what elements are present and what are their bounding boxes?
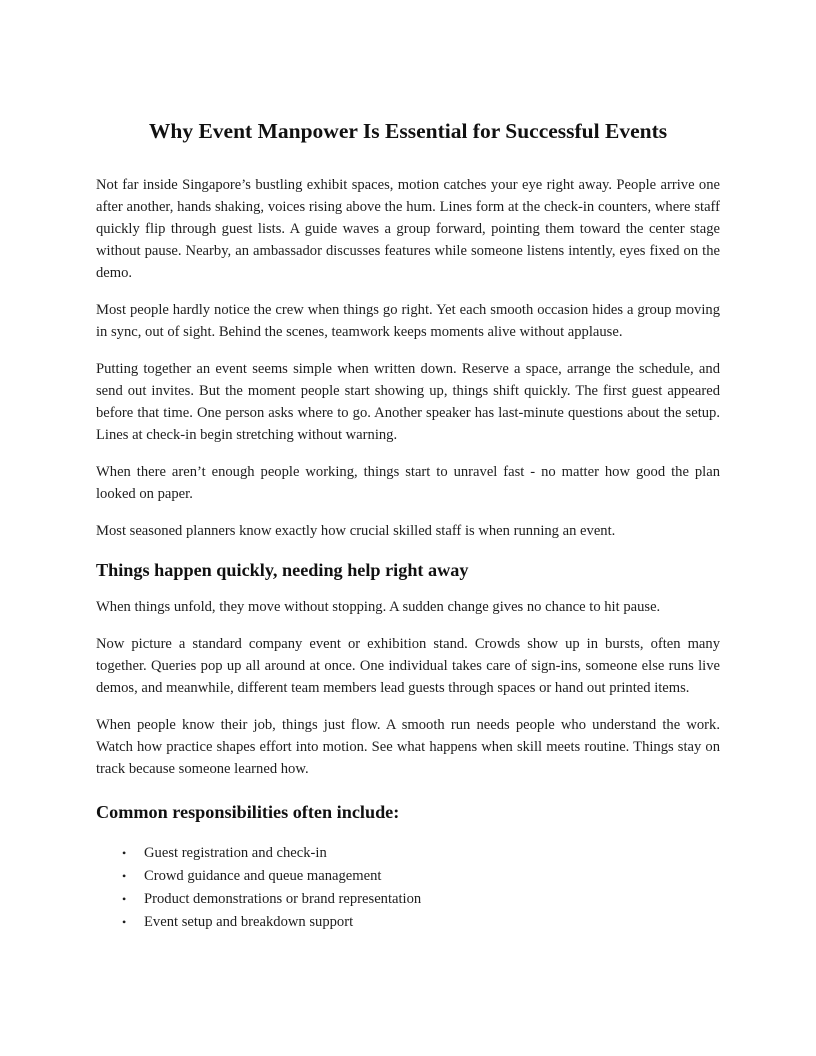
intro-paragraph-1: Not far inside Singapore’s bustling exhibit spaces, motion catches your eye right away. People arrive one after another, hands shaking, voices rising above the hum. Lines form at the check-in counters, where staff quickly flip through guest lists. A guide waves a group forward, pointing them toward the center stage without pause. Nearby, an ambassador discusses features while someone listens intently, eyes fixed on the demo. [96, 177, 720, 281]
list-item [122, 888, 720, 911]
list-item-text: Event setup and breakdown support [144, 914, 354, 930]
intro-paragraph-3: Putting together an event seems simple when written down. Reserve a space, arrange the schedule, and send out invites. But the moment people start showing up, things shift quickly. The first guest appeared before that time. One person asks where to go. Another speaker has last-minute questions about the setup. Lines at check-in begin stretching without warning. [96, 361, 720, 443]
document-page [96, 118, 720, 934]
list-item [122, 865, 720, 888]
list-item-text: Guest registration and check-in [144, 845, 327, 861]
section1-paragraph-1: When things unfold, they move without stopping. A sudden change gives no chance to hit pause. [96, 599, 661, 615]
list-item-text: Crowd guidance and queue management [144, 868, 382, 884]
list-item [122, 842, 720, 865]
section-heading-common-responsibilities: Common responsibilities often include: [96, 802, 400, 822]
intro-paragraph-4: When there aren’t enough people working, things start to unravel fast - no matter how good the plan looked on paper. [96, 464, 720, 502]
section1-paragraph-3: When people know their job, things just flow. A smooth run needs people who understand the work. Watch how practice shapes effort into motion. See what happens when skill meets routine. Things stay on track because someone learned how. [96, 717, 720, 777]
bullet-icon: • [122, 869, 127, 883]
list-item-text: Product demonstrations or brand representation [144, 891, 422, 907]
document-title: Why Event Manpower Is Essential for Successful Events [148, 119, 668, 143]
bullet-icon: • [122, 915, 127, 929]
responsibilities-list [96, 842, 720, 934]
section1-paragraph-2: Now picture a standard company event or exhibition stand. Crowds show up in bursts, often many together. Queries pop up all around at once. One individual takes care of sign-ins, someone else runs live demos, and meanwhile, different team members lead guests through spaces or hand out printed items. [96, 636, 720, 696]
bullet-icon: • [122, 892, 127, 906]
bullet-icon: • [122, 846, 127, 860]
section-heading-things-happen-quickly: Things happen quickly, needing help right away [96, 560, 469, 580]
intro-paragraph-5: Most seasoned planners know exactly how crucial skilled staff is when running an event. [96, 523, 616, 539]
list-item [122, 911, 720, 934]
intro-paragraph-2: Most people hardly notice the crew when things go right. Yet each smooth occasion hides a group moving in sync, out of sight. Behind the scenes, teamwork keeps moments alive without applause. [96, 302, 720, 340]
